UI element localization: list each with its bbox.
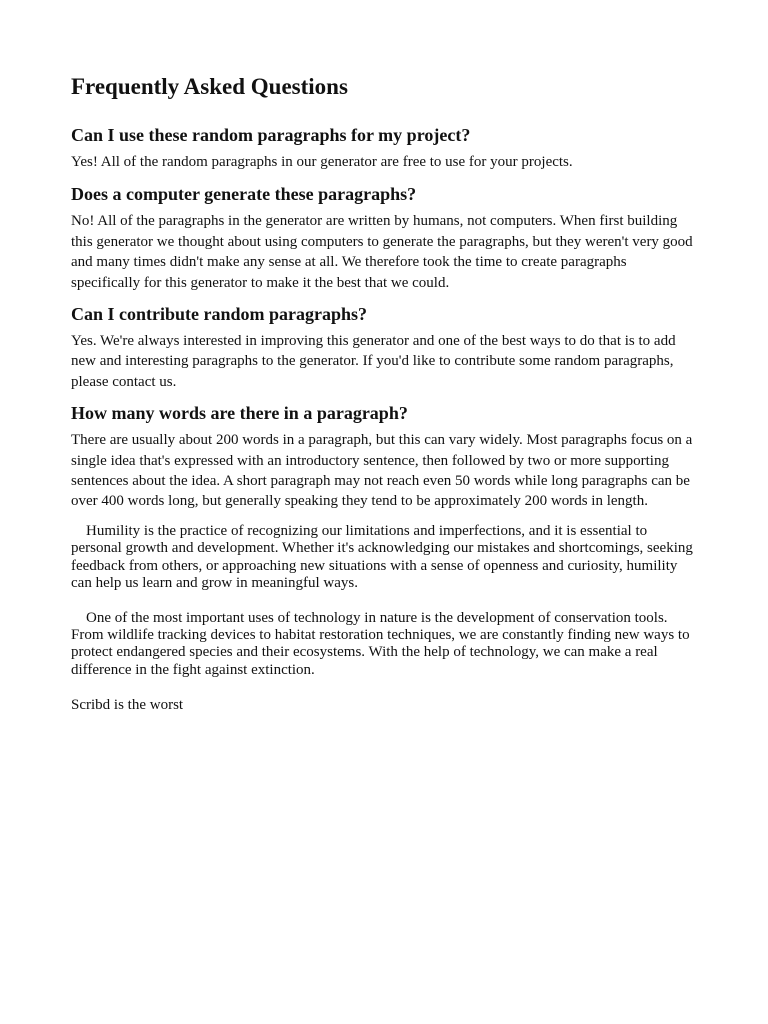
faq-item (71, 183, 698, 293)
body-paragraph: Humility is the practice of recognizing our limitations and imperfections, and it is essential to personal growth and development. Whether it's acknowledging our mistakes and shortcomings, seeking feedback from others, or approaching new situations with a sense of openness and curiosity, humility can help us learn and grow in meaningful ways. (71, 522, 693, 592)
faq-item (71, 303, 698, 392)
faq-question: Can I contribute random paragraphs? (71, 304, 368, 325)
faq-answer: Yes! All of the random paragraphs in our generator are free to use for your projects. (71, 154, 573, 170)
faq-question: Does a computer generate these paragraphs? (71, 184, 417, 205)
faq-answer: There are usually about 200 words in a paragraph, but this can vary widely. Most paragraphs focus on a single idea that's expressed with an introductory sentence, then followed by two or more supporting sentences about the idea. A short paragraph may not reach even 50 words while long paragraphs can be over 400 words long, but generally speaking they tend to be approximately 200 words in length. (71, 432, 693, 510)
faq-answer: Yes. We're always interested in improving this generator and one of the best ways to do that is to add new and interesting paragraphs to the generator. If you'd like to contribute some random paragraphs, please contact us. (71, 333, 676, 390)
body-paragraph: One of the most important uses of technology in nature is the development of conservation tools. From wildlife tracking devices to habitat restoration techniques, we are constantly finding new ways to protect endangered species and their ecosystems. With the help of technology, we can make a real difference in the fight against extinction. (71, 609, 690, 678)
faq-answer: No! All of the paragraphs in the generator are written by humans, not computers. When first building this generator we thought about using computers to generate the paragraphs, but they weren't very good and many times didn't make any sense at all. We therefore took the time to create paragraphs specifically for this generator to make it the best that we could. (71, 213, 693, 291)
faq-title: Frequently Asked Questions (71, 74, 348, 99)
faq-item (71, 402, 698, 512)
faq-question: How many words are there in a paragraph? (71, 403, 408, 424)
faq-question: Can I use these random paragraphs for my project? (71, 125, 471, 145)
faq-item (71, 124, 698, 172)
closing-text: Scribd is the worst (71, 697, 184, 714)
